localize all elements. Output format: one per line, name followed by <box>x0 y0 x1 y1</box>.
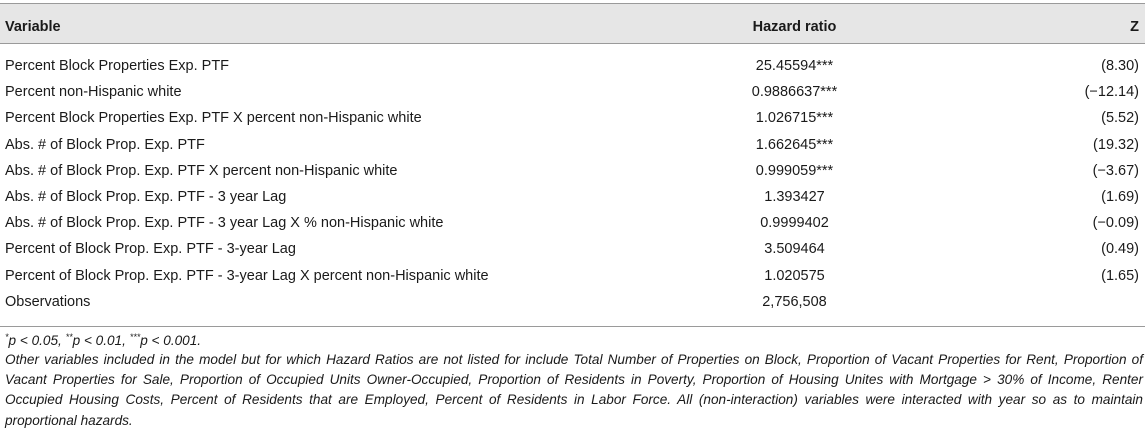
table-body <box>0 53 1145 315</box>
sig-mark-1: * <box>5 332 9 342</box>
row-hazard-ratio: 1.662645*** <box>755 136 834 153</box>
bottom-rule <box>0 326 1145 327</box>
row-variable: Percent of Block Prop. Exp. PTF - 3-year Lag X percent non-Hispanic white <box>5 267 489 284</box>
table-row <box>0 236 1145 262</box>
table-row <box>0 210 1145 236</box>
row-z: (1.65) <box>1101 267 1139 284</box>
row-z: (19.32) <box>1093 136 1139 153</box>
row-hazard-ratio: 3.509464 <box>764 241 825 258</box>
sig-mark-2: ** <box>65 332 73 342</box>
row-hazard-ratio: 1.020575 <box>764 267 825 284</box>
sig-text-3: p < 0.001. <box>140 333 202 348</box>
significance-note <box>5 331 201 350</box>
row-z: (−12.14) <box>1084 84 1139 101</box>
row-variable: Percent Block Properties Exp. PTF <box>5 58 230 74</box>
row-z: (5.52) <box>1101 110 1139 127</box>
row-hazard-ratio: 25.45594*** <box>755 58 834 74</box>
header-z: Z <box>1130 19 1139 35</box>
table-row <box>0 158 1145 184</box>
row-variable: Abs. # of Block Prop. Exp. PTF - 3 year Lag X % non-Hispanic white <box>5 215 444 232</box>
row-z: (1.69) <box>1101 188 1139 205</box>
header-hazard-ratio: Hazard ratio <box>752 19 837 35</box>
row-hazard-ratio: 0.9886637*** <box>751 84 838 101</box>
sig-text-1: p < 0.05, <box>8 333 66 348</box>
row-hazard-ratio: 0.999059*** <box>755 162 834 179</box>
sig-mark-3: *** <box>129 332 141 342</box>
sig-text-2: p < 0.01, <box>72 333 130 348</box>
row-z: (0.49) <box>1101 241 1139 258</box>
row-z: (−3.67) <box>1092 162 1139 179</box>
row-variable: Percent non-Hispanic white <box>5 84 182 101</box>
table-row <box>0 132 1145 158</box>
table-header <box>0 4 1145 43</box>
row-hazard-ratio: 2,756,508 <box>762 293 827 310</box>
row-variable: Abs. # of Block Prop. Exp. PTF <box>5 136 205 153</box>
table-row <box>0 53 1145 79</box>
table-row <box>0 184 1145 210</box>
table-row <box>0 289 1145 315</box>
row-variable: Abs. # of Block Prop. Exp. PTF - 3 year Lag <box>5 188 287 205</box>
header-rule <box>0 43 1145 44</box>
table-row <box>0 263 1145 289</box>
row-hazard-ratio: 1.393427 <box>764 188 825 205</box>
row-z: (−0.09) <box>1092 215 1139 232</box>
table-footnote: Other variables included in the model but for which Hazard Ratios are not listed for include Total Number of Properties on Block, Proportion of Vacant Properties for Rent, Proportion of Vacant Properties for Sale, Proportion of Occupied Units Owner-Occupied, Proportion of Residents in Poverty, Proportion of Housing Unites with Mortgage > 30% of Income, Renter Occupied Housing Costs, Percent of Residents that are Employed, Percent of Residents in Labor Force. All (non-interaction) variables were interacted with year so as to maintain proportional hazards. <box>5 352 1143 428</box>
row-variable: Abs. # of Block Prop. Exp. PTF X percent non-Hispanic white <box>5 162 398 179</box>
row-hazard-ratio: 1.026715*** <box>755 110 834 127</box>
row-z: (8.30) <box>1101 58 1139 74</box>
row-variable: Percent Block Properties Exp. PTF X percent non-Hispanic white <box>5 110 422 127</box>
header-variable: Variable <box>5 19 61 35</box>
row-hazard-ratio: 0.9999402 <box>760 215 829 232</box>
row-variable: Percent of Block Prop. Exp. PTF - 3-year Lag <box>5 241 296 258</box>
table-row <box>0 105 1145 131</box>
table-row <box>0 79 1145 105</box>
row-variable: Observations <box>5 293 91 310</box>
